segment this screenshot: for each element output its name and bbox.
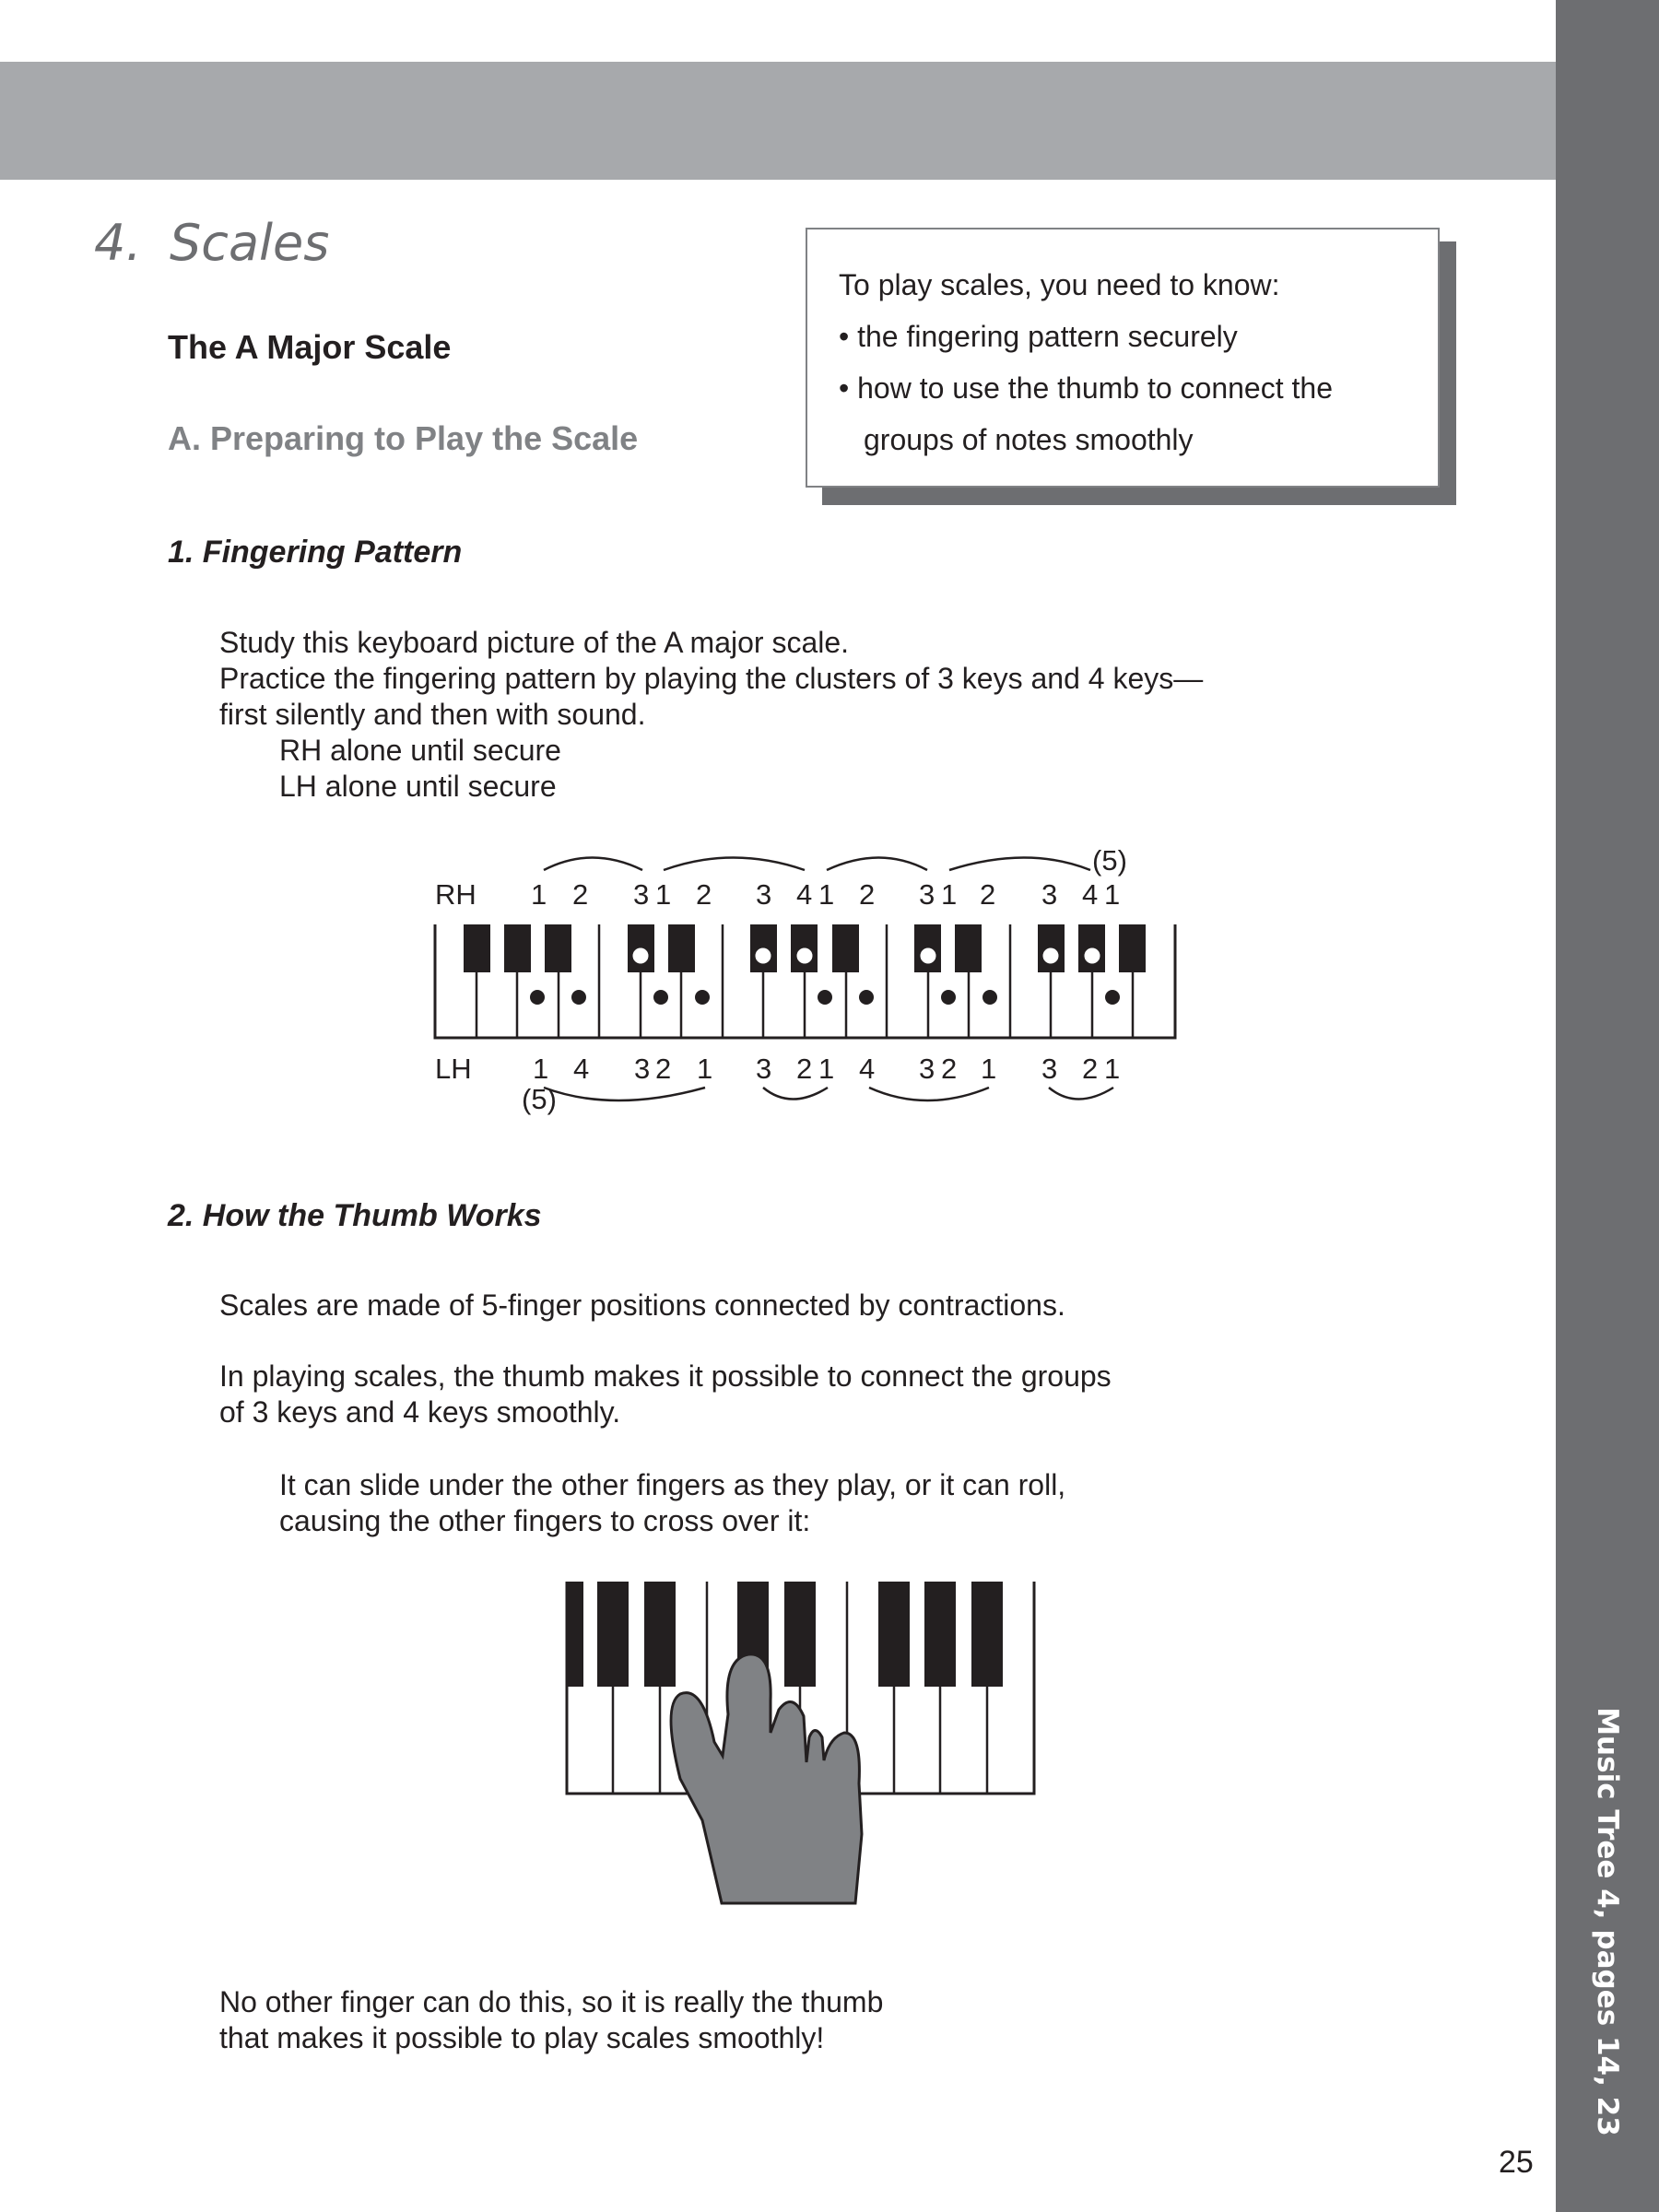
black-key (878, 1582, 910, 1687)
info-box-line: • the fingering pattern securely (839, 320, 1238, 353)
side-caption-text: Music Tree 4, pages 14, 23 (1591, 1707, 1624, 2136)
black-key (971, 1582, 1003, 1687)
lh-finger: 1 (1104, 1053, 1121, 1085)
info-box-line: groups of notes smoothly (864, 423, 1194, 456)
rh-finger: 1 (941, 878, 958, 911)
black-key (924, 1582, 956, 1687)
black-key (566, 1582, 583, 1687)
rh-finger: 1 (1104, 878, 1121, 911)
black-key (784, 1582, 816, 1687)
lh-finger: 1 (981, 1053, 997, 1085)
rh-finger: 1 (818, 878, 835, 911)
lh-extra-finger: (5) (522, 1083, 557, 1115)
thumb-paragraph: In playing scales, the thumb makes it possible to connect the groups (219, 1359, 1112, 1393)
rh-finger: 3 (919, 878, 935, 911)
lh-finger: 4 (573, 1053, 590, 1085)
rh-finger: 2 (696, 878, 712, 911)
rh-finger: 2 (859, 878, 876, 911)
thumb-paragraph: Scales are made of 5-finger positions connected by contractions. (219, 1288, 1065, 1322)
rh-finger: 1 (531, 878, 547, 911)
thumb-paragraph: that makes it possible to play scales smoothly! (219, 2021, 825, 2054)
instruction-line: Practice the fingering pattern by playing the clusters of 3 keys and 4 keys— (219, 662, 1204, 695)
lh-finger: 2 (655, 1053, 672, 1085)
lh-finger: 3 (1041, 1053, 1058, 1085)
lh-label: LH (435, 1053, 472, 1085)
info-box-line: • how to use the thumb to connect the (839, 371, 1333, 405)
instruction-line: first silently and then with sound. (219, 698, 646, 731)
rh-finger: 3 (633, 878, 650, 911)
rh-finger: 4 (1082, 878, 1099, 911)
thumb-paragraph: It can slide under the other fingers as they play, or it can roll, (279, 1468, 1066, 1501)
rh-finger: 4 (796, 878, 813, 911)
thumb-heading: 2. How the Thumb Works (168, 1198, 542, 1233)
rh-label: RH (435, 878, 477, 911)
black-key (597, 1582, 629, 1687)
lh-finger: 4 (859, 1053, 876, 1085)
thumb-paragraph: of 3 keys and 4 keys smoothly. (219, 1395, 621, 1429)
lh-finger: 1 (818, 1053, 835, 1085)
instruction-line: Study this keyboard picture of the A major scale. (219, 626, 850, 659)
rh-finger: 2 (980, 878, 996, 911)
rh-finger: 3 (1041, 878, 1058, 911)
chapter-number: 4. (94, 214, 142, 272)
instruction-line: RH alone until secure (279, 734, 561, 767)
info-box-line: To play scales, you need to know: (839, 268, 1280, 301)
lh-finger: 2 (941, 1053, 958, 1085)
lh-finger: 3 (634, 1053, 651, 1085)
rh-finger: 2 (572, 878, 589, 911)
lh-finger: 1 (697, 1053, 713, 1085)
lh-finger: 2 (1082, 1053, 1099, 1085)
fingering-heading: 1. Fingering Pattern (168, 535, 463, 570)
instruction-line: LH alone until secure (279, 770, 557, 803)
section-a-heading: A. Preparing to Play the Scale (168, 419, 639, 457)
lh-finger: 2 (796, 1053, 813, 1085)
thumb-paragraph: causing the other fingers to cross over it: (279, 1504, 811, 1537)
lh-finger: 1 (533, 1053, 549, 1085)
thumb-paragraph: No other finger can do this, so it is really the thumb (219, 1985, 884, 2018)
page-number: 25 (1499, 2145, 1534, 2180)
scale-title: The A Major Scale (168, 328, 452, 366)
rh-extra-finger: (5) (1092, 844, 1127, 877)
rh-finger: 1 (655, 878, 672, 911)
lh-finger: 3 (756, 1053, 772, 1085)
black-key (644, 1582, 676, 1687)
rh-finger: 3 (756, 878, 772, 911)
lh-finger: 3 (919, 1053, 935, 1085)
chapter-name: Scales (170, 214, 330, 272)
